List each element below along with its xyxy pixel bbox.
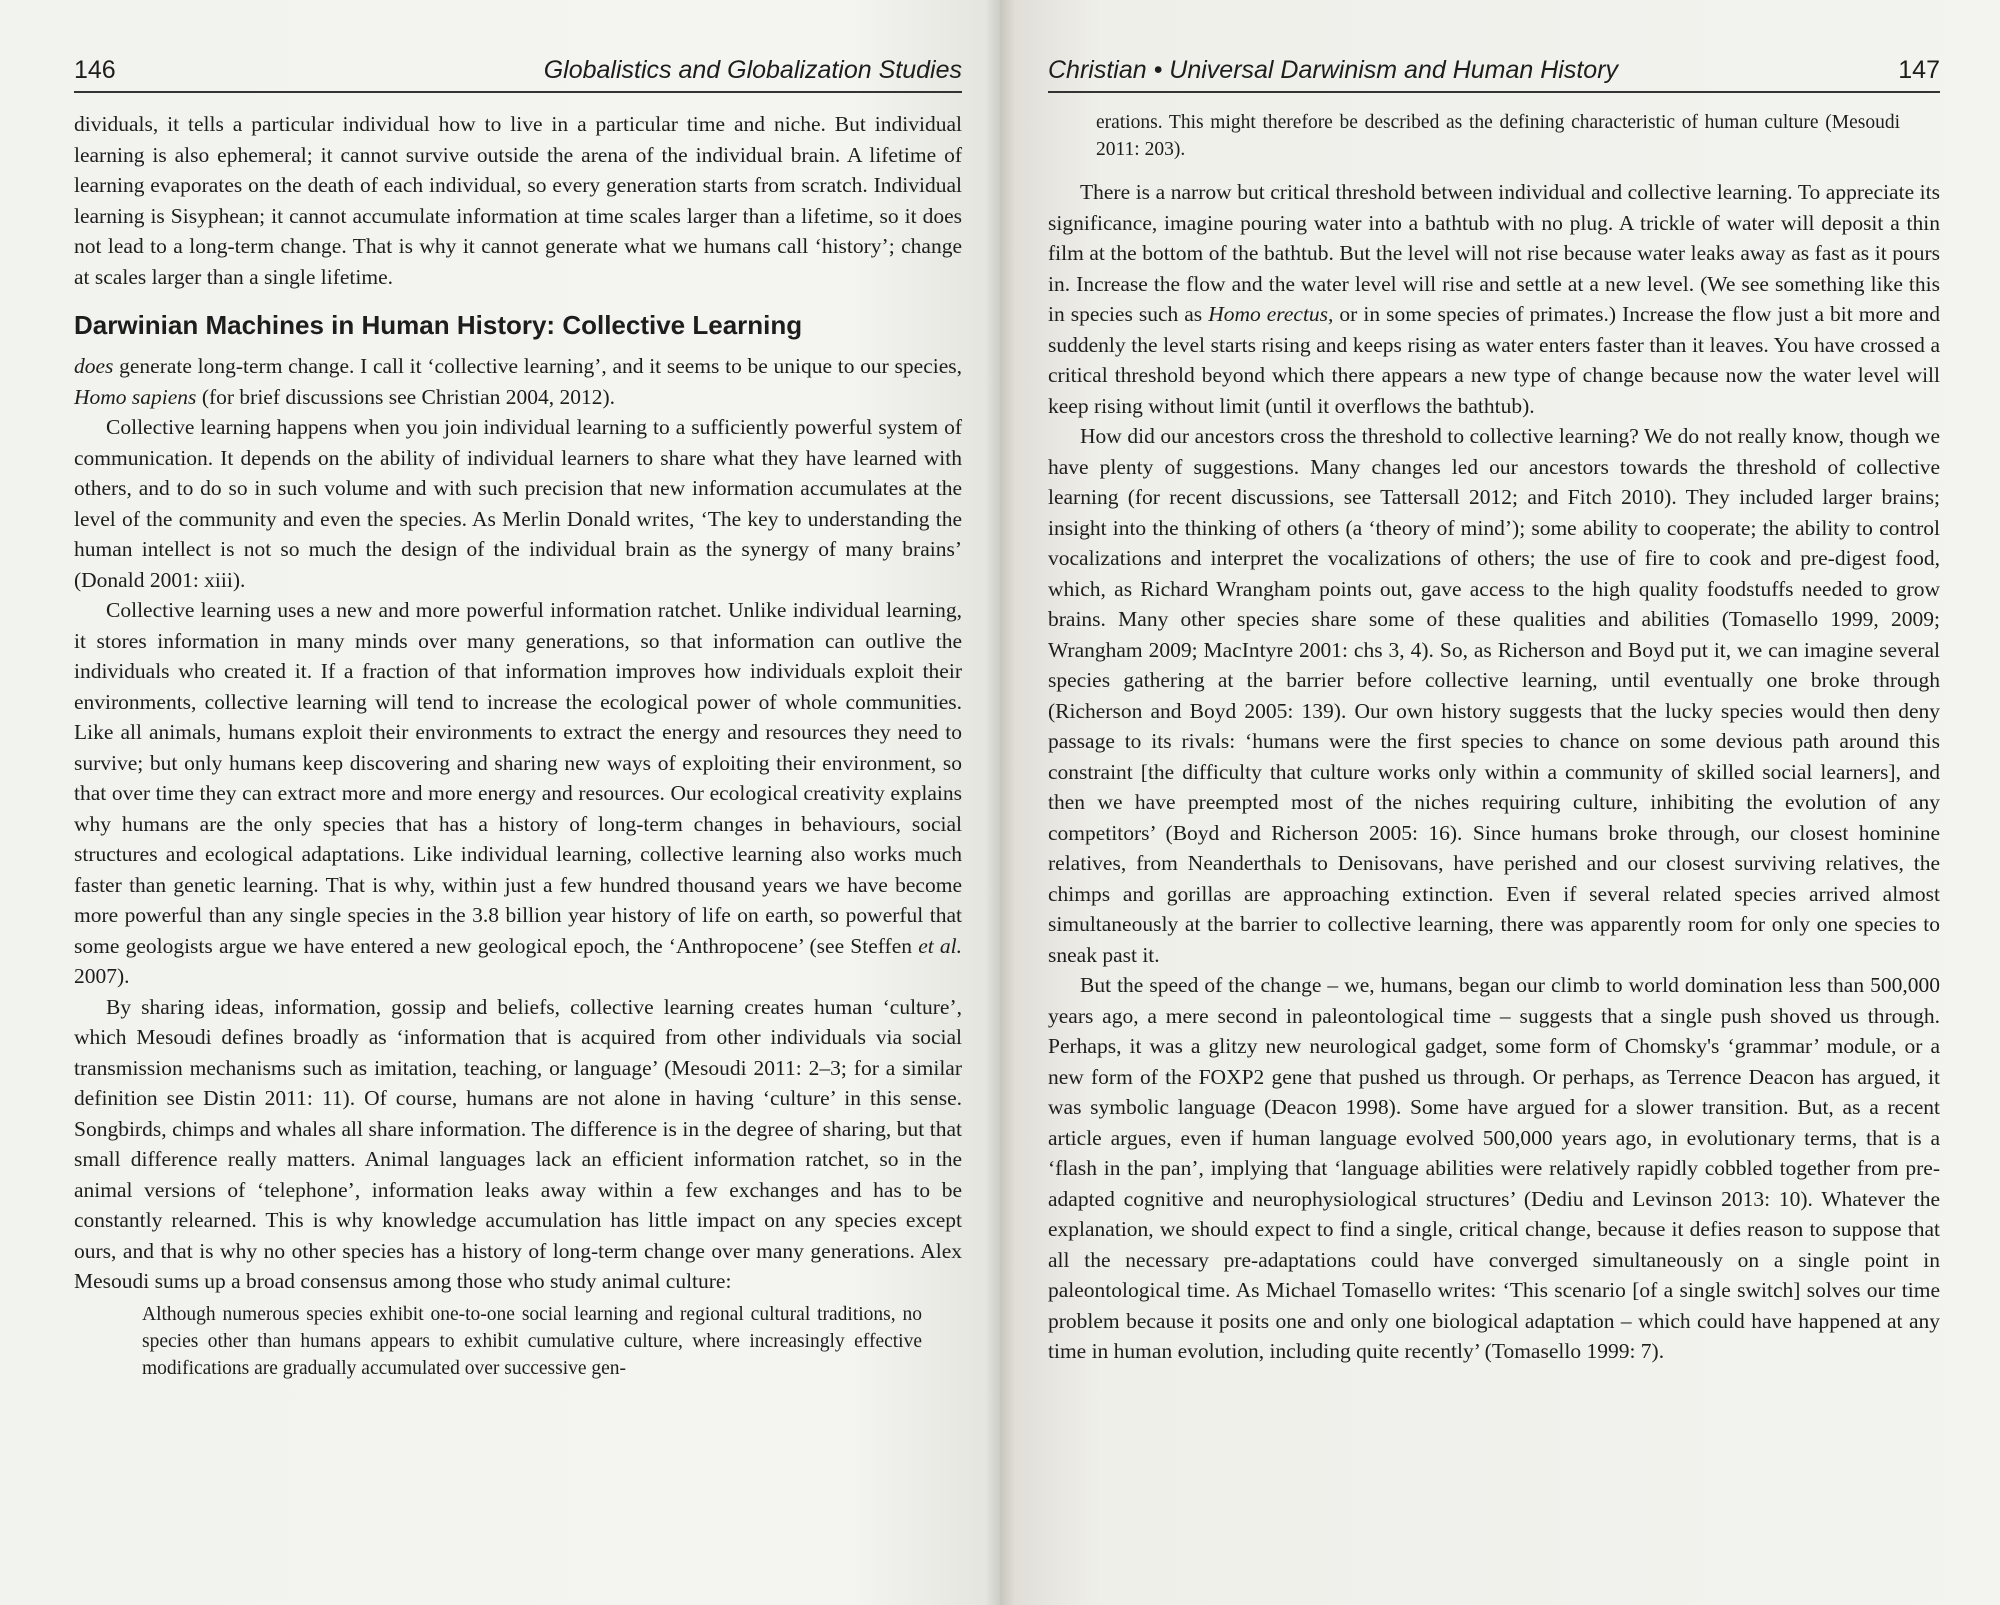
text-run: There is a narrow but critical threshold between individual and collective learning. To appreciate its significance, imagine pouring water into a bathtub with no plug. A trickle of water will deposit a thin film at the bottom of the bathtub. But the level will not rise because water leaks away as fast as it pours in. Increase the flow and the water level will rise and settle at a new level. (We see something like this in species such as [1048,180,1940,326]
text-run: (for brief discussions see Christian 2004, 2012). [196,384,616,409]
block-quote: Although numerous species exhibit one-to-one social learning and regional cultural traditions, no species other than humans appears to exhibit cumulative culture, where increasingly effective modifications are gradually accumulated over successive gen- [142,1303,922,1379]
right-running-head [1048,56,1940,93]
book-gutter [985,0,1015,1605]
block-quote-continued: erations. This might therefore be described as the defining characteristic of human culture (Mesoudi 2011: 203). [1096,112,1900,160]
paragraph: How did our ancestors cross the threshold to collective learning? We do not really know, though we have plenty of suggestions. Many changes led our ancestors towards the threshold of collective learning (for recent discussions, see Tattersall 2012; and Fitch 2010). They included larger brains; insight into the thinking of others (a ‘theory of mind’); some ability to cooperate; the ability to control vocalizations and interpret the vocalizations of others; the use of fire to cook and pre-digest food, which, as Richard Wrangham points out, gave access to the high quality foodstuffs needed to grow brains. Many other species share some of these qualities and abilities (Tomasello 1999, 2009; Wrangham 2009; MacIntyre 2001: chs 3, 4). So, as Richerson and Boyd put it, we can imagine several species gathering at the barrier before collective learning, until eventually one broke through (Richerson and Boyd 2005: 139). Our own history suggests that the lucky species would then deny passage to its rivals: ‘humans were the first species to chance on some devious path around this constraint [the difficulty that culture works only within a community of skilled social learners], and then we have preempted most of the niches requiring culture, inhibiting the evolution of any competitors’ (Boyd and Richerson 2005: 16). Since humans broke through, our closest hominine relatives, from Neanderthals to Denisovans, have perished and our closest surviving relatives, the chimps and gorillas are approaching extinction. Even if several related species arrived almost simultaneously at the barrier to collective learning, there was apparently room for only one species to sneak past it. [1048,424,1940,967]
paragraph [74,595,962,992]
emphasis: Homo sapiens [74,384,197,409]
left-running-head [74,56,962,93]
text-run: 2007). [74,964,130,988]
right-body [1048,109,1940,1367]
page-number-left: 146 [74,56,116,84]
text-run: Collective learning uses a new and more powerful information ratchet. Unlike individual learning, it stores information in many minds over many generations, so that information can outlive the individuals who created it. If a fraction of that information improves how individuals exploit their environments, collective learning will tend to increase the ecological power of whole communities. Like all animals, humans exploit their environments to extract the energy and resources they need to survive; but only humans keep discovering and sharing new ways of exploiting their environment, so that over time they can extract more and more energy and resources. Our ecological creativity explains why humans are the only species that has a history of long-term changes in behaviours, social structures and ecological adaptations. Like individual learning, collective learning also works much faster than genetic learning. That is why, within just a few hundred thousand years we have become more powerful than any single species in the 3.8 billion year history of life on earth, so powerful that some geologists argue we have entered a new geological epoch, the ‘Anthropocene’ (see Steffen [74,598,962,958]
text-run: or in some species of primates.) Increase the flow just a bit more and suddenly the level starts rising and keeps rising as water enters faster than it leaves. You have crossed a critical threshold beyond which there appears a new type of change because now the water level will keep rising without limit (until it overflows the bathtub). [1048,302,1940,418]
page-number-right: 147 [1898,56,1940,84]
text-run: generate long-term change. I call it ‘collective learning’, and it seems to be unique to our species, [113,354,962,378]
running-title-left: Globalistics and Globalization Studies [543,56,962,84]
paragraph: dividuals, it tells a particular individual how to live in a particular time and niche. But individual learning is also ephemeral; it cannot survive outside the arena of the individual brain. A lifetime of learning evaporates on the death of each individual, so every generation starts from scratch. Individual learning is Sisyphean; it cannot accumulate information at time scales larger than a lifetime, so it does not lead to a long-term change. That is why it cannot generate what we humans call ‘history’; change at scales larger than a single lifetime. [74,112,962,289]
emphasis: Homo erectus, [1208,302,1334,326]
paragraph [1048,177,1940,421]
paragraph [74,351,962,412]
running-title-right: Christian • Universal Darwinism and Human History [1048,56,1619,84]
left-body [74,109,962,1382]
paragraph: By sharing ideas, information, gossip and beliefs, collective learning creates human ‘culture’, which Mesoudi defines broadly as ‘information that is acquired from other individuals via social transmission mechanisms such as imitation, teaching, or language’ (Mesoudi 2011: 2–3; for a similar definition see Distin 2011: 11). Of course, humans are not alone in having ‘culture’ in this sense. Songbirds, chimps and whales all share information. The difference is in the degree of sharing, but that small difference really matters. Animal languages lack an efficient information ratchet, so in the animal versions of ‘telephone’, information leaks away within a few exchanges and has to be constantly relearned. This is why knowledge accumulation has little impact on any species except ours, and that is why no other species has a history of long-term change over many generations. Alex Mesoudi sums up a broad consensus among those who study animal culture: [74,994,962,1293]
emphasis: et al. [918,933,962,958]
paragraph: But the speed of the change – we, humans, began our climb to world domination less than 500,000 years ago, a mere second in paleontological time – suggests that a single push shoved us through. Perhaps, it was a glitzy new neurological gadget, some form of Chomsky's ‘grammar’ module, or a new form of the FOXP2 gene that pushed us through. Or perhaps, as Terrence Deacon has argued, it was symbolic language (Deacon 1998). Some have argued for a slower transition. But, as a recent article argues, even if human language evolved 500,000 years ago, in evolutionary terms, that is a ‘flash in the pan’, implying that ‘language abilities were relatively rapidly cobbled together from pre-adapted cognitive and neurophysiological structures’ (Dediu and Levinson 2013: 10). Whatever the explanation, we should expect to find a single, critical change, because it defies reason to suppose that all the necessary pre-adaptations could have converged simultaneously on a single point in paleontological time. As Michael Tomasello writes: ‘This scenario [of a single switch] solves our time problem because it posits one and only one biological adaptation – which could have happened at any time in human evolution, including quite recently’ (Tomasello 1999: 7). [1048,973,1940,1363]
emphasis: does [74,354,114,378]
section-heading: Darwinian Machines in Human History: Collective Learning [74,310,803,340]
paragraph: Collective learning happens when you join individual learning to a sufficiently powerful system of communication. It depends on the ability of individual learners to share what they have learned with others, and to do so in such volume and with such precision that new information accumulates at the level of the community and even the species. As Merlin Donald writes, ‘The key to understanding the human intellect is not so much the design of the individual brain as the synergy of many brains’ (Donald 2001: xiii). [74,415,962,592]
right-page [1000,0,2000,1605]
